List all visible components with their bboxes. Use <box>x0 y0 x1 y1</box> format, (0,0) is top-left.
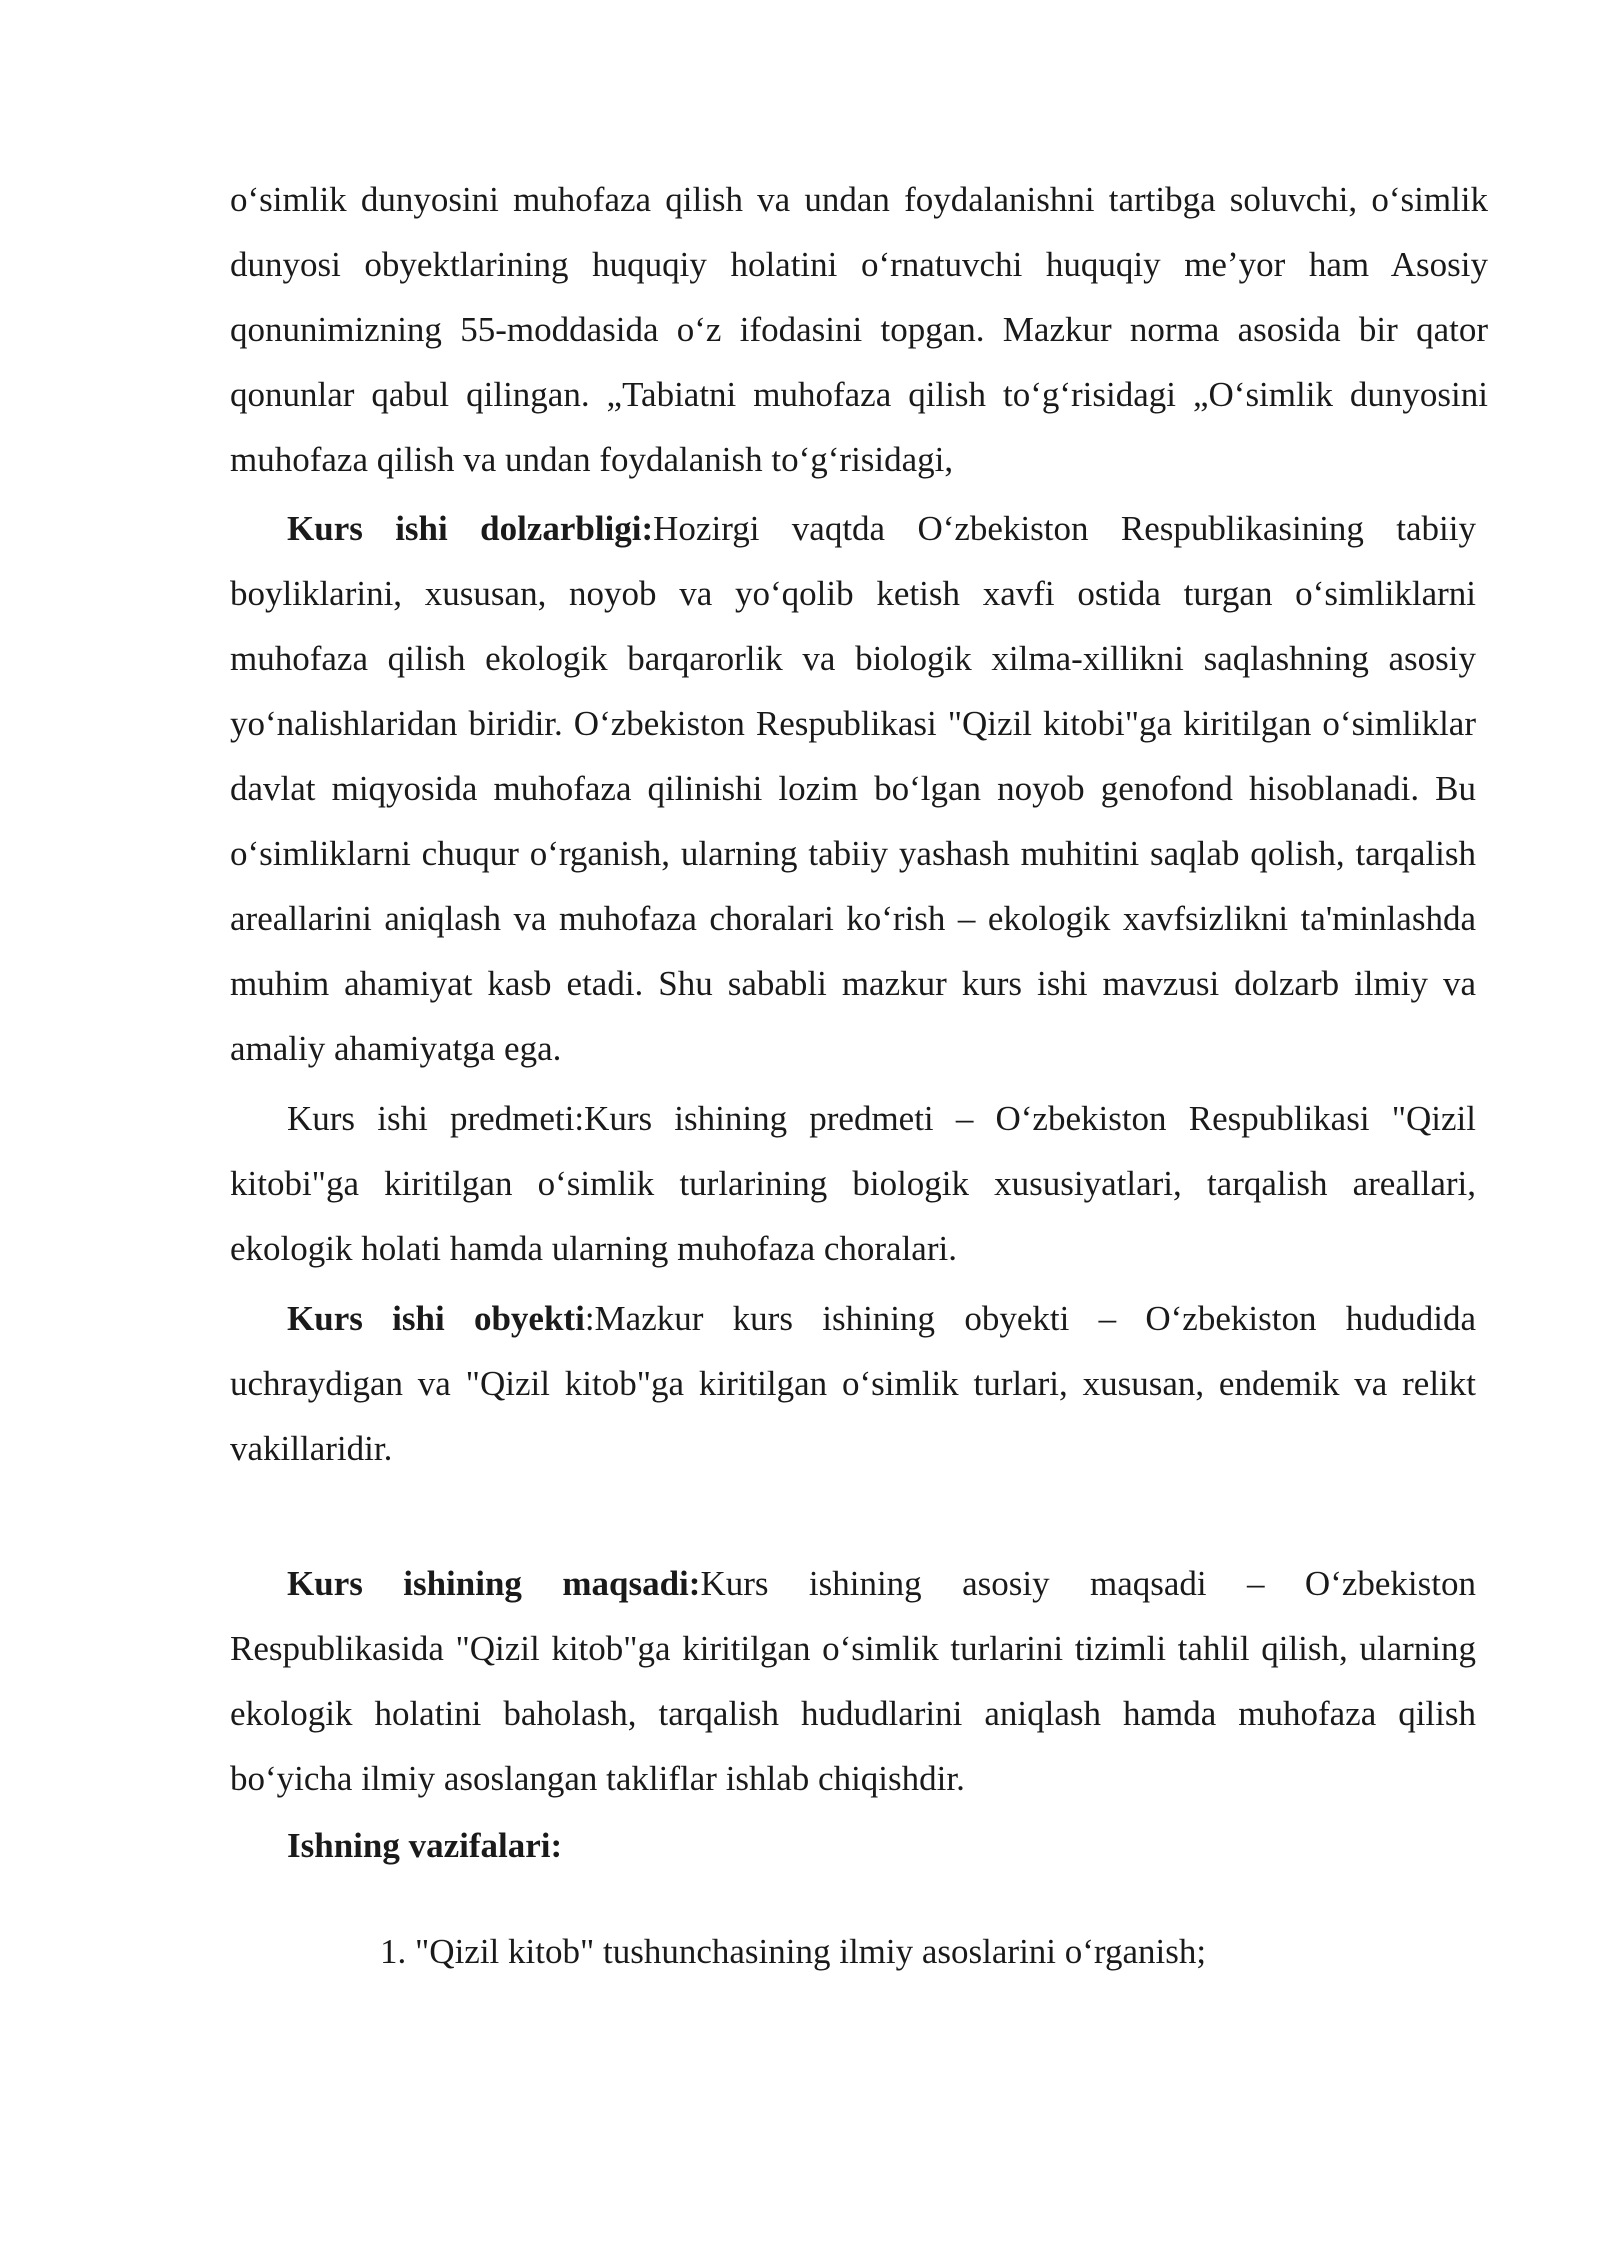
section-heading-tasks: Ishning vazifalari: <box>287 1826 563 1865</box>
paragraph-text: Hozirgi vaqtda Oʻzbekiston Respublikasining tabiiy boyliklarini, xususan, noyob va yoʻqolib ketish xavfi ostida turgan oʻsimliklarni muhofaza qilish ekologik barqarorlik va biologik xilma-xillikni saqlashning asosiy yoʻnalishlaridan biridir. Oʻzbekiston Respublikasi "Qizil kitobi"ga kiritilgan oʻsimliklar davlat miqyosida muhofaza qilinishi lozim boʻlgan noyob genofond hisoblanadi. Bu oʻsimliklarni chuqur oʻrganish, ularning tabiiy yashash muhitini saqlab qolish, tarqalish areallarini aniqlash va muhofaza choralari koʻrish – ekologik xavfsizlikni ta'minlashda muhim ahamiyat kasb etadi. Shu sababli mazkur kurs ishi mavzusi dolzarb ilmiy va amaliy ahamiyatga ega. <box>230 509 1476 1068</box>
paragraph-goal <box>230 1551 1476 1811</box>
tasks-list <box>380 1919 1206 1984</box>
section-heading-subject: Kurs ishi predmeti: <box>287 1099 585 1138</box>
paragraph-text: Kurs ishining predmeti – Oʻzbekiston Respublikasi "Qizil kitobi"ga kiritilgan oʻsimlik turlarining biologik xususiyatlari, tarqalish areallari, ekologik holati hamda ularning muhofaza choralari. <box>230 1099 1476 1268</box>
paragraph-tasks-heading <box>230 1813 1476 1878</box>
paragraph-relevance <box>230 496 1476 1081</box>
section-heading-relevance: Kurs ishi dolzarbligi: <box>287 509 654 548</box>
paragraph-object <box>230 1286 1476 1481</box>
list-item: 1. "Qizil kitob" tushunchasining ilmiy asoslarini oʻrganish; <box>380 1932 1207 1971</box>
paragraph-text: oʻsimlik dunyosini muhofaza qilish va undan foydalanishni tartibga soluvchi, oʻsimlik dunyosi obyektlarining huquqiy holatini oʻrnatuvchi huquqiy meʼyor ham Asosiy qonunimizning 55-moddasida oʻz ifodasini topgan. Mazkur norma asosida bir qator qonunlar qabul qilingan. „Tabiatni muhofaza qilish toʻgʻrisidagi „Oʻsimlik dunyosini muhofaza qilish va undan foydalanish toʻgʻrisidagi, <box>230 180 1488 479</box>
paragraph-text: :Mazkur kurs ishining obyekti – Oʻzbekiston hududida uchraydigan va "Qizil kitob"ga kiritilgan oʻsimlik turlari, xususan, endemik va relikt vakillaridir. <box>230 1299 1476 1468</box>
paragraph-text: Kurs ishining asosiy maqsadi – Oʻzbekiston Respublikasida "Qizil kitob"ga kiritilgan oʻsimlik turlarini tizimli tahlil qilish, ularning ekologik holatini baholash, tarqalish hududlarini aniqlash hamda muhofaza qilish boʻyicha ilmiy asoslangan takliflar ishlab chiqishdir. <box>230 1564 1476 1798</box>
section-heading-goal: Kurs ishining maqsadi: <box>287 1564 701 1603</box>
paragraph-legal-basis <box>230 167 1488 492</box>
section-heading-object: Kurs ishi obyekti <box>287 1299 585 1338</box>
paragraph-subject <box>230 1086 1476 1281</box>
